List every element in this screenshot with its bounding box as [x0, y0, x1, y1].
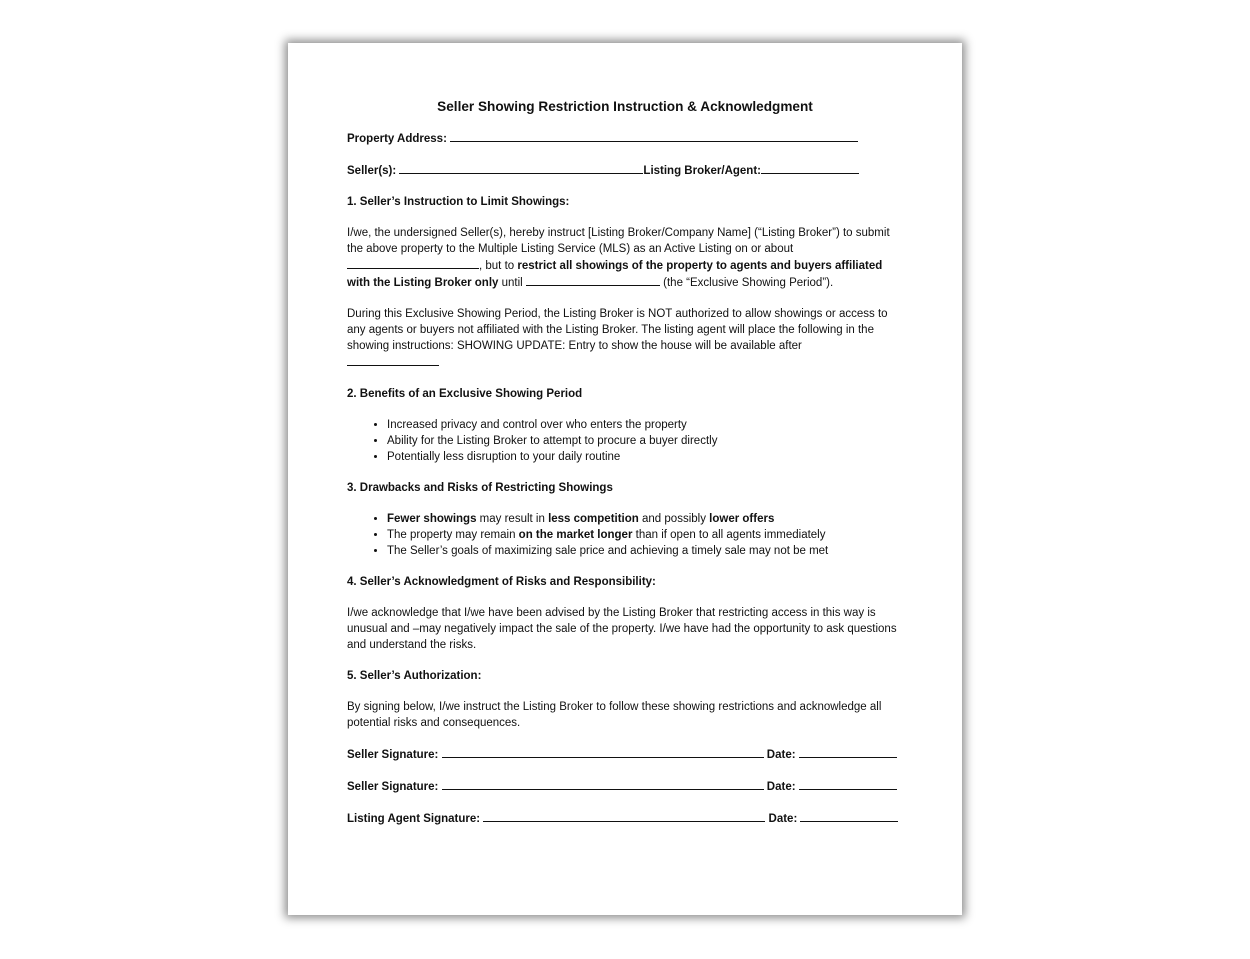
listing-agent-signature-line — [347, 810, 903, 827]
seller-broker-line — [347, 162, 903, 179]
property-address-line — [347, 130, 903, 147]
listing-broker-agent-blank[interactable] — [761, 162, 859, 174]
date-label: Date: — [766, 749, 796, 761]
section-1-paragraph-1 — [347, 225, 903, 291]
list-item-text: than if open to all agents immediately — [635, 529, 826, 541]
list-item-text: The property may remain — [387, 529, 516, 541]
signature-blank[interactable] — [442, 746, 764, 758]
section-5-paragraph: By signing below, I/we instruct the Listing Broker to follow these showing restrictions and acknowledge all potential risks and consequences. — [347, 701, 882, 729]
section-1-heading: 1. Seller’s Instruction to Limit Showings: — [347, 196, 570, 208]
section-1-bold-restriction: restrict all showings of the property to agents and buyers affiliated with the Listing Broker only — [347, 260, 883, 289]
benefits-list — [347, 417, 903, 465]
bold-lower-offers: lower offers — [709, 513, 775, 525]
list-item: • Ability for the Listing Broker to attempt to procure a buyer directly — [387, 433, 903, 449]
signature-blank[interactable] — [442, 778, 764, 790]
list-item: • Potentially less disruption to your daily routine — [387, 449, 903, 465]
exclusive-period-end-blank[interactable] — [526, 274, 660, 286]
list-item-text: may result in — [479, 513, 545, 525]
section-1-paragraph-2 — [347, 306, 903, 371]
seller-signature-line-1 — [347, 746, 903, 763]
bold-fewer-showings: Fewer showings — [387, 513, 477, 525]
section-1-text-b: , but to — [479, 260, 515, 272]
sellers-label: Seller(s): — [347, 165, 397, 177]
signature-label: Seller Signature: — [347, 781, 439, 793]
date-blank[interactable] — [800, 810, 898, 822]
date-blank[interactable] — [799, 778, 897, 790]
section-1-text-a: I/we, the undersigned Seller(s), hereby instruct [Listing Broker/Company Name] (“Listing Broker”) to submit the above property to the Multiple Listing Service (MLS) as an Active Listing on or about — [347, 227, 890, 255]
showing-available-date-blank[interactable] — [347, 354, 439, 366]
document-title: Seller Showing Restriction Instruction & Acknowledgment — [437, 99, 813, 114]
list-item — [387, 511, 903, 527]
signature-label: Listing Agent Signature: — [347, 813, 481, 825]
bold-market-longer: on the market longer — [518, 529, 633, 541]
property-address-blank[interactable] — [450, 130, 858, 142]
document-content — [347, 98, 903, 842]
date-blank[interactable] — [799, 746, 897, 758]
seller-signature-line-2 — [347, 778, 903, 795]
section-1-text-d: (the “Exclusive Showing Period”). — [663, 277, 834, 289]
date-label: Date: — [766, 781, 796, 793]
section-1-paragraph-2-text: During this Exclusive Showing Period, the Listing Broker is NOT authorized to allow showings or access to any agents or buyers not affiliated with the Listing Broker. The listing agent will place the following in the showing instructions: SHOWING UPDATE: Entry to show the house will be available after — [347, 308, 888, 352]
document-page — [288, 43, 962, 915]
list-item — [387, 527, 903, 543]
property-address-label: Property Address: — [347, 133, 447, 145]
active-listing-date-blank[interactable] — [347, 257, 479, 269]
sellers-blank[interactable] — [399, 162, 643, 174]
bold-less-competition: less competition — [548, 513, 639, 525]
section-3-heading: 3. Drawbacks and Risks of Restricting Showings — [347, 482, 613, 494]
section-1-text-c: until — [501, 277, 523, 289]
list-item-text: and possibly — [642, 513, 706, 525]
signature-label: Seller Signature: — [347, 749, 439, 761]
section-4-heading: 4. Seller’s Acknowledgment of Risks and Responsibility: — [347, 576, 656, 588]
list-item: • Increased privacy and control over who enters the property — [387, 417, 903, 433]
signature-blank[interactable] — [483, 810, 765, 822]
drawbacks-list — [347, 511, 903, 559]
section-5-heading: 5. Seller’s Authorization: — [347, 670, 482, 682]
section-4-paragraph: I/we acknowledge that I/we have been advised by the Listing Broker that restricting access in this way is unusual and –may negatively impact the sale of the property. I/we have had the opportunity to ask questions and understand the risks. — [347, 607, 897, 651]
list-item: • The Seller’s goals of maximizing sale price and achieving a timely sale may not be met — [387, 543, 903, 559]
date-label: Date: — [768, 813, 798, 825]
listing-broker-agent-label: Listing Broker/Agent: — [643, 165, 761, 177]
section-2-heading: 2. Benefits of an Exclusive Showing Period — [347, 388, 583, 400]
